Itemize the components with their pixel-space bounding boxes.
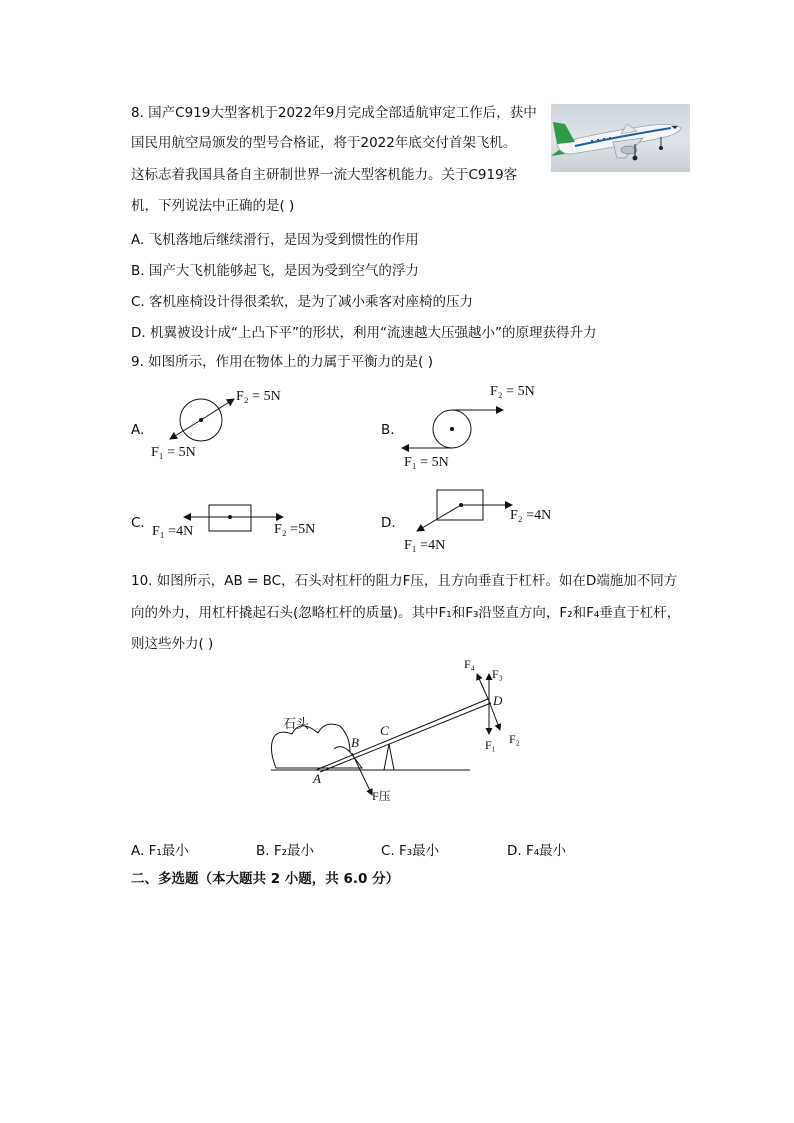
f4-label: F₄ — [464, 657, 475, 671]
point-a-label: A — [313, 771, 321, 786]
q9-option-b-letter: B. — [381, 422, 395, 438]
f2-label: F₂ — [509, 732, 520, 746]
q9-c-f2-label: F₂ =5N — [274, 522, 316, 537]
q8-line3: 这标志着我国具备自主研制世界一流大型客机能力。关于C919客 — [131, 167, 518, 183]
q8-line4: 机，下列说法中正确的是( ) — [131, 198, 295, 214]
q10-option-c: C. F₃最小 — [381, 843, 440, 859]
q9-stem: 9. 如图所示，作用在物体上的力属于平衡力的是( ) — [131, 354, 433, 370]
q8-line1: 8. 国产C919大型客机于2022年9月完成全部适航审定工作后，获中 — [131, 105, 537, 121]
q9-option-c-letter: C. — [131, 515, 145, 531]
q8-option-b: B. 国产大飞机能够起飞，是因为受到空气的浮力 — [131, 263, 419, 279]
q8-option-a: A. 飞机落地后继续滑行，是因为受到惯性的作用 — [131, 232, 419, 248]
q10-option-d: D. F₄最小 — [507, 843, 567, 859]
q9-option-d-letter: D. — [381, 515, 396, 531]
q10-option-b: B. F₂最小 — [256, 843, 315, 859]
f-press-label: F压 — [372, 789, 391, 803]
lever — [316, 699, 488, 770]
q9-option-a-letter: A. — [131, 422, 145, 438]
q10-line1: 10. 如图所示，AB = BC，石头对杠杆的阻力F压，且方向垂直于杠杆。如在D端施加不同方 — [131, 573, 678, 589]
q8-option-d: D. 机翼被设计成“上凸下平”的形状，利用“流速越大压强越小”的原理获得升力 — [131, 325, 597, 341]
section-heading-multiple-choice: 二、多选题（本大题共 2 小题，共 6.0 分） — [131, 871, 400, 887]
q10-line3: 则这些外力( ) — [131, 636, 214, 652]
q9-d-f2-label: F₂ =4N — [510, 508, 552, 523]
point-b-label: B — [351, 735, 359, 750]
f4-arrow — [477, 674, 489, 701]
q9-b-f2-label: F₂ = 5N — [490, 384, 535, 399]
point-d-label: D — [493, 693, 503, 708]
fulcrum — [384, 744, 394, 770]
q9-a-f2-label: F₂ = 5N — [236, 389, 281, 404]
q8-option-c: C. 客机座椅设计得很柔软，是为了减小乘客对座椅的压力 — [131, 294, 474, 310]
q9-c-f1-label: F₁ =4N — [152, 524, 194, 539]
f3-label: F₃ — [492, 667, 503, 681]
q9-d-f1-label: F₁ =4N — [404, 538, 446, 553]
q10-option-a: A. F₁最小 — [131, 843, 189, 859]
stone-label: 石头 — [283, 717, 310, 732]
q10-line2: 向的外力，用杠杆撬起石头(忽略杠杆的质量)。其中F₁和F₃沿竖直方向，F₂和F₄垂直于杠杆， — [131, 605, 681, 621]
q9-a-f1-label: F₁ = 5N — [151, 445, 196, 460]
q9-b-f1-label: F₁ = 5N — [404, 455, 449, 470]
f-press-arrow — [352, 753, 372, 795]
q8-line2: 国民用航空局颁发的型号合格证，将于2022年底交付首架飞机。 — [131, 135, 517, 151]
f1-label: F₁ — [485, 738, 496, 752]
point-c-label: C — [380, 723, 389, 738]
